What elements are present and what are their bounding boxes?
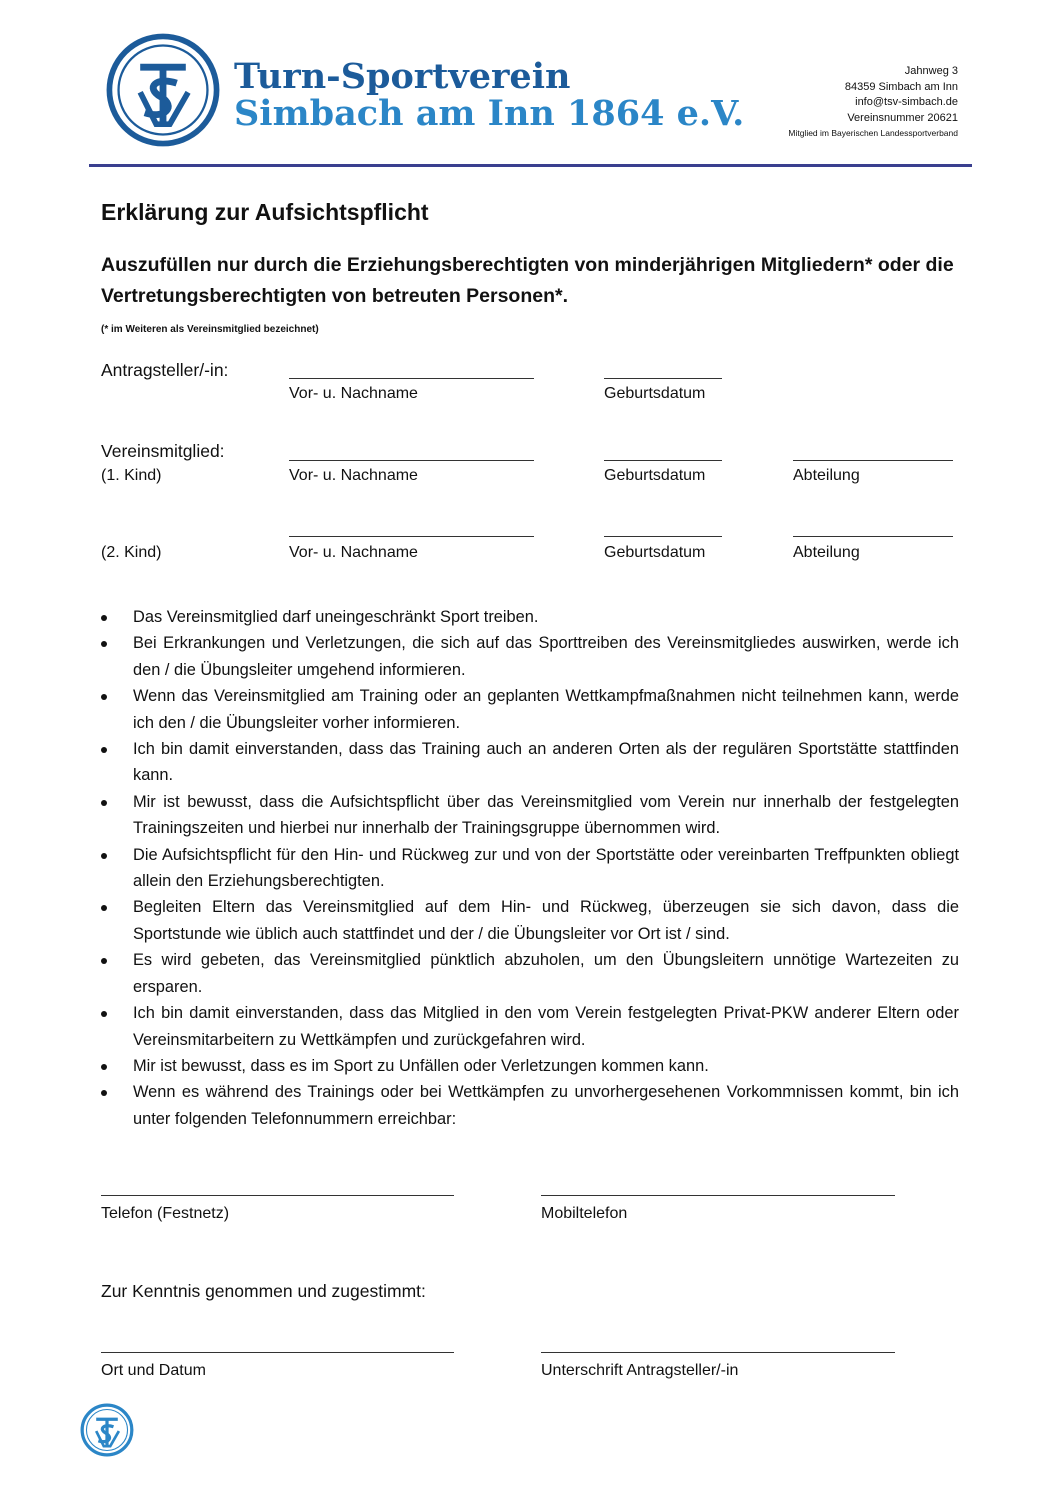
club-logo-small: [80, 1403, 134, 1457]
child1-birthdate-field[interactable]: [604, 460, 722, 461]
list-item-text: Begleiten Eltern das Vereinsmitglied auf dem Hin- und Rückweg, überzeugen sie sich davon, dass die Sportstunde wie üblich auch stattfindet und der / die Übungsleiter vor Ort ist / sind.: [133, 898, 959, 943]
child2-label: (2. Kind): [101, 544, 162, 561]
list-item-text: Bei Erkrankungen und Verletzungen, die sich auf das Sporttreiben des Vereinsmitgliedes auswirken, werde ich den / die Übungsleiter umgehend informieren.: [133, 634, 959, 679]
list-item: [101, 894, 959, 947]
list-item-text: Mir ist bewusst, dass die Aufsichtspflicht über das Vereinsmitglied vom Verein nur innerhalb der festgelegten Trainingszeiten und hierbei nur innerhalb der Trainingsgruppe übernommen wird.: [133, 792, 959, 838]
signature-caption: Unterschrift Antragsteller/-in: [541, 1362, 739, 1379]
applicant-label: Antragsteller/-in:: [101, 360, 229, 380]
header-divider: [89, 164, 972, 167]
birthdate-caption: Geburtsdatum: [604, 385, 706, 402]
name-caption: Vor- u. Nachname: [289, 544, 418, 561]
address-email: info@tsv-simbach.de: [855, 96, 958, 108]
child1-name-field[interactable]: [289, 460, 534, 461]
child1-department-field[interactable]: [793, 460, 953, 461]
page-title: Erklärung zur Aufsichtspflicht: [101, 199, 429, 225]
list-item: [101, 683, 959, 736]
subtitle: Auszufüllen nur durch die Erziehungsberechtigten von minderjährigen Mitgliedern* oder die Vertretungsberechtigten von betreuten Personen*.: [101, 254, 954, 307]
bullet-icon: [101, 958, 107, 964]
mobile-phone-field[interactable]: [541, 1195, 895, 1196]
list-item: [101, 736, 959, 789]
club-logo: [106, 33, 220, 147]
list-item-text: Es wird gebeten, das Vereinsmitglied pünktlich abzuholen, um den Übungsleitern unnötige Wartezeiten zu ersparen.: [133, 951, 959, 996]
list-item: [101, 604, 959, 630]
bullet-icon: [101, 853, 107, 859]
list-item-text: Wenn es während des Trainings oder bei Wettkämpfen zu unvorhergesehenen Vorkommnissen kommt, bin ich unter folgenden Telefonnummern erreichbar:: [133, 1083, 959, 1128]
list-item: [101, 630, 959, 683]
list-item: [101, 1053, 959, 1079]
landline-caption: Telefon (Festnetz): [101, 1205, 230, 1222]
bullet-icon: [101, 615, 107, 621]
child2-birthdate-field[interactable]: [604, 536, 722, 537]
landline-phone-field[interactable]: [101, 1195, 454, 1196]
bullet-icon: [101, 800, 107, 806]
place-date-field[interactable]: [101, 1352, 454, 1353]
department-caption: Abteilung: [793, 544, 860, 561]
child2-name-field[interactable]: [289, 536, 534, 537]
org-name-line1: Turn-Sportverein: [234, 56, 571, 97]
list-item-text: Das Vereinsmitglied darf uneingeschränkt Sport treiben.: [133, 608, 539, 626]
org-name-line2: Simbach am Inn 1864 e.V.: [234, 93, 745, 134]
address-club-number: Vereinsnummer 20621: [847, 111, 958, 124]
name-caption: Vor- u. Nachname: [289, 385, 418, 402]
applicant-birthdate-field[interactable]: [604, 378, 722, 379]
member-label: Vereinsmitglied:: [101, 441, 225, 461]
footnote: (* im Weiteren als Vereinsmitglied bezeichnet): [101, 324, 319, 335]
list-item: [101, 947, 959, 1000]
address-block: [788, 64, 958, 142]
list-item: [101, 789, 959, 842]
address-city: 84359 Simbach am Inn: [844, 80, 958, 93]
child2-department-field[interactable]: [793, 536, 953, 537]
birthdate-caption: Geburtsdatum: [604, 467, 706, 484]
list-item: [101, 842, 959, 895]
bullet-icon: [101, 1090, 107, 1096]
bullet-icon: [101, 905, 107, 911]
list-item-text: Mir ist bewusst, dass es im Sport zu Unfällen oder Verletzungen kommen kann.: [133, 1056, 709, 1075]
department-caption: Abteilung: [793, 467, 860, 484]
bullet-icon: [101, 747, 107, 753]
name-caption: Vor- u. Nachname: [289, 467, 418, 484]
place-date-caption: Ort und Datum: [101, 1362, 206, 1379]
list-item-text: Wenn das Vereinsmitglied am Training oder an geplanten Wettkampfmaßnahmen nicht teilnehmen kann, werde ich den / die Übungsleiter vorher informieren.: [133, 687, 959, 732]
list-item-text: Die Aufsichtspflicht für den Hin- und Rückweg zur und von der Sportstätte oder vereinbarten Treffpunkten obliegt allein den Erziehungsberechtigten.: [133, 845, 959, 891]
list-item-text: Ich bin damit einverstanden, dass das Mitglied in den vom Verein festgelegten Privat-PKW anderer Eltern oder Vereinsmitarbeitern zu Wettkämpfen und zurückgefahren wird.: [133, 1004, 959, 1049]
address-street: Jahnweg 3: [904, 65, 958, 77]
address-membership: Mitglied im Bayerischen Landessportverband: [788, 128, 958, 138]
list-item: [101, 1079, 959, 1132]
bullet-icon: [101, 1011, 107, 1017]
org-name: [234, 58, 744, 132]
consent-text: Zur Kenntnis genommen und zugestimmt:: [101, 1281, 426, 1301]
bullet-icon: [101, 641, 107, 647]
bullet-icon: [101, 1064, 107, 1070]
list-item-text: Ich bin damit einverstanden, dass das Training auch an anderen Orten als der regulären Sportstätte stattfinden kann.: [133, 740, 959, 785]
applicant-name-field[interactable]: [289, 378, 534, 379]
bullet-icon: [101, 694, 107, 700]
mobile-caption: Mobiltelefon: [541, 1205, 628, 1222]
child1-label: (1. Kind): [101, 467, 162, 484]
birthdate-caption: Geburtsdatum: [604, 544, 706, 561]
conditions-list: [101, 604, 959, 1132]
signature-field[interactable]: [541, 1352, 895, 1353]
list-item: [101, 1000, 959, 1053]
